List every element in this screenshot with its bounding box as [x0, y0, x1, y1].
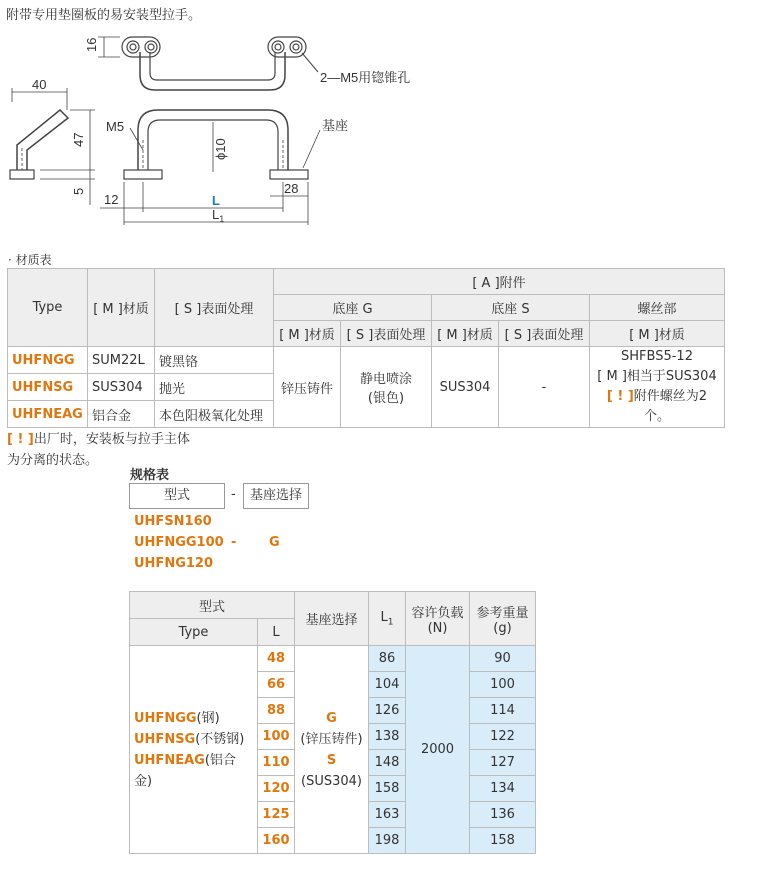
table-row	[130, 646, 536, 672]
type-code: UHFNSG	[8, 374, 88, 401]
spec-title: 规格表	[130, 468, 170, 483]
weight-value: 122	[470, 724, 536, 750]
example-code-2-base: G	[269, 535, 280, 550]
header-weight-line1: 参考重量	[476, 605, 529, 621]
sub-header-s-material: [ M ]材质	[432, 321, 499, 347]
table-row	[8, 347, 725, 374]
type-item: UHFNSG(不锈钢)	[134, 731, 245, 747]
l-value: 120	[258, 776, 295, 802]
base-option-g-desc: (锌压铸件)	[300, 731, 363, 747]
label-base: 基座	[322, 118, 349, 133]
dim-l: L	[212, 193, 220, 208]
dim-5: 5	[71, 187, 86, 195]
dim-12: 12	[104, 192, 119, 207]
base-s-material: SUS304	[432, 347, 499, 428]
header-weight	[470, 592, 536, 646]
type-list	[130, 646, 258, 854]
type-code: UHFNEAG	[8, 401, 88, 428]
weight-value: 100	[470, 672, 536, 698]
sub-header-screw-material: [ M ]材质	[590, 321, 725, 347]
material-table	[7, 268, 725, 428]
example-code-2: UHFNGG100	[134, 535, 224, 550]
label-hole-note: 2—M5用锪锥孔	[320, 70, 411, 85]
surface-cell: 镀黑铬	[155, 347, 274, 374]
type-item: UHFNEAG(铝合金)	[134, 752, 236, 789]
l1-value: 198	[369, 828, 406, 854]
dim-16: 16	[84, 37, 99, 52]
header-load-line1: 容许负载	[411, 605, 464, 621]
weight-value: 136	[470, 802, 536, 828]
intro-text: 附带专用垫圈板的易安装型拉手。	[6, 8, 202, 23]
header-load	[406, 592, 470, 646]
header-type: Type	[8, 269, 88, 347]
load-value: 2000	[406, 646, 470, 854]
header-l: L	[258, 619, 295, 646]
screw-material	[590, 347, 725, 428]
base-s-surface: -	[499, 347, 590, 428]
shipping-note-line2: 为分离的状态。	[7, 453, 99, 468]
label-m5: M5	[106, 119, 125, 134]
header-material: [ M ]材质	[88, 269, 155, 347]
header-weight-line2: (g)	[493, 620, 512, 636]
surface-cell: 抛光	[155, 374, 274, 401]
header-screw: 螺丝部	[590, 295, 725, 321]
l-value: 160	[258, 828, 295, 854]
dim-28: 28	[284, 181, 299, 196]
warning-mark: [ ! ]	[7, 432, 34, 447]
base-g-material: 锌压铸件	[274, 347, 341, 428]
base-option-g: G	[326, 710, 337, 726]
sub-header-s-surface: [ S ]表面处理	[499, 321, 590, 347]
size-table	[129, 591, 536, 854]
handle-drawing	[0, 26, 460, 231]
header-base-g: 底座 G	[274, 295, 432, 321]
base-g-surface	[341, 347, 432, 428]
dim-l1: $L_1$	[212, 207, 225, 224]
type-item: UHFNGG(钢)	[134, 710, 220, 726]
l1-value: 138	[369, 724, 406, 750]
weight-value: 134	[470, 776, 536, 802]
l-value: 125	[258, 802, 295, 828]
example-code-2-dash: -	[231, 535, 237, 550]
screw-line2: [ M ]相当于SUS304	[597, 369, 717, 384]
header-model: 型式	[130, 592, 295, 619]
l-value: 88	[258, 698, 295, 724]
l1-value: 163	[369, 802, 406, 828]
header-base-s: 底座 S	[432, 295, 590, 321]
material-cell: SUM22L	[88, 347, 155, 374]
header-l1: $L_1$	[369, 592, 406, 646]
type-code: UHFNGG	[8, 347, 88, 374]
base-select-box: 基座选择	[243, 483, 309, 509]
warning-mark: [ ! ]	[606, 389, 634, 404]
base-options	[295, 646, 369, 854]
example-code-3: UHFNG120	[134, 556, 214, 571]
l1-value: 86	[369, 646, 406, 672]
weight-value: 90	[470, 646, 536, 672]
l-value: 110	[258, 750, 295, 776]
header-surface: [ S ]表面处理	[155, 269, 274, 347]
base-option-s-desc: (SUS304)	[301, 773, 362, 789]
material-section-label: · 材质表	[8, 253, 52, 267]
header-type: Type	[130, 619, 258, 646]
model-box: 型式	[129, 483, 225, 509]
header-load-line2: (N)	[427, 620, 448, 636]
weight-value: 114	[470, 698, 536, 724]
sub-header-g-material: [ M ]材质	[274, 321, 341, 347]
screw-line3: [ ! ]附件螺丝为2个。	[606, 389, 708, 424]
header-base-select: 基座选择	[295, 592, 369, 646]
dim-phi10: ϕ10	[213, 138, 228, 160]
weight-value: 127	[470, 750, 536, 776]
dim-47: 47	[71, 132, 86, 147]
example-code-1: UHFSN160	[134, 514, 212, 529]
l-value: 48	[258, 646, 295, 672]
screw-line1: SHFBS5-12	[621, 349, 693, 364]
weight-value: 158	[470, 828, 536, 854]
base-g-surface-line1: 静电喷涂	[359, 372, 412, 387]
dim-40: 40	[32, 77, 47, 92]
l1-value: 148	[369, 750, 406, 776]
l1-value: 104	[369, 672, 406, 698]
l1-value: 126	[369, 698, 406, 724]
header-attachment: [ A ]附件	[274, 269, 725, 295]
separator-dash: -	[231, 487, 236, 502]
base-option-s: S	[326, 752, 337, 768]
l-value: 100	[258, 724, 295, 750]
material-cell: 铝合金	[88, 401, 155, 428]
material-cell: SUS304	[88, 374, 155, 401]
base-g-surface-line2: (银色)	[367, 391, 405, 406]
sub-header-g-surface: [ S ]表面处理	[341, 321, 432, 347]
l1-value: 158	[369, 776, 406, 802]
shipping-note-line1: [ ! ]出厂时，安装板与拉手主体	[7, 432, 190, 447]
l-value: 66	[258, 672, 295, 698]
surface-cell: 本色阳极氧化处理	[155, 401, 274, 428]
